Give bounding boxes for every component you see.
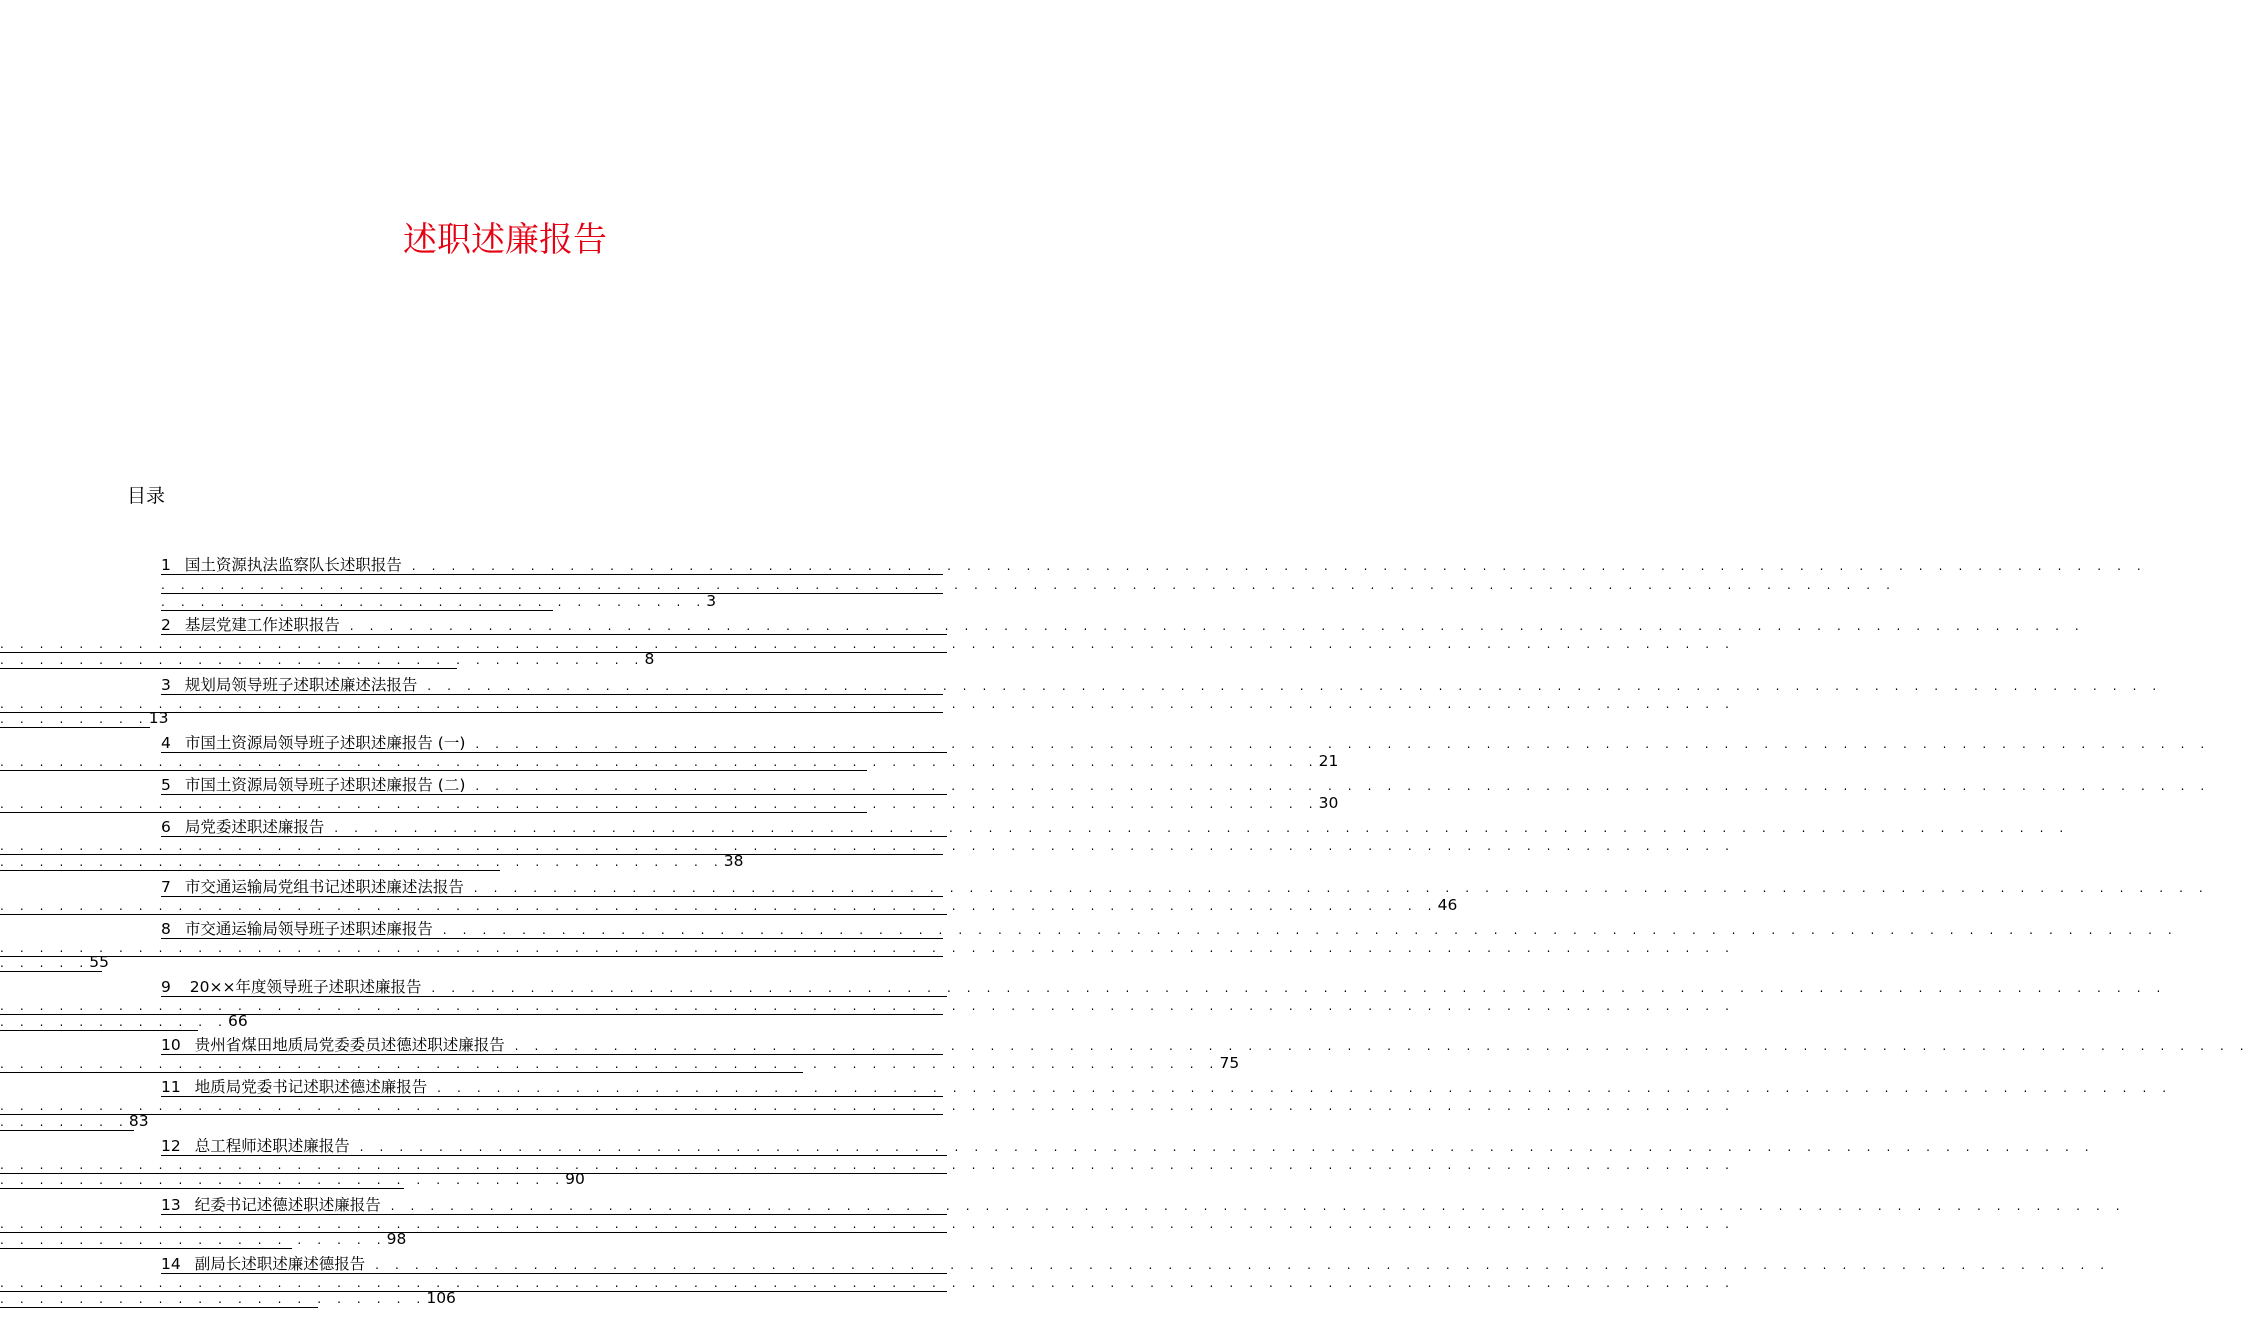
dot-leader: . . . . . . . — [0, 1115, 129, 1129]
dot-leader: . . . . . . . . . . . . . . . . . . . . . . . . . . . . . . . . . . . . . . . . . . . . . . . . . . . . . . . . . . . . . . . . . . . . . . . . . . . . . . . . . . . . . . . . — [421, 981, 2167, 995]
toc-entry-number: 6 — [161, 818, 171, 836]
toc-entry-title-line — [161, 978, 2167, 997]
toc-entry-text: 20××年度领导班子述职述廉报告 — [184, 978, 422, 996]
toc-entry-text: 总工程师述职述廉报告 — [194, 1137, 350, 1155]
dot-leader: . . . . . . . . . . . . . . . . . . . . . . . . . . . . . . . . . . . . . . . . . . . . . . . . . . . . . . . . . . . . . . . . . . . . . . . . . . . . . . . . . . . . . . . . — [349, 1140, 2095, 1154]
toc-entry-title-line — [161, 616, 2085, 635]
toc-entry-text: 地质局党委书记述职述德述廉报告 — [194, 1078, 428, 1096]
dot-leader: . . . . . . . . . . . . . . . . . . . . . . . . . . . . . . . . . . . . . . . . . . . . . . . . . . . . . . . . . . . . . . . . . . . . . . . . . . . . . . . . . . . . . . . . — [427, 1081, 2173, 1095]
dot-leader: . . . . . . . . . . . . . . . . . . . . . . . . . . . . . . . . . . . . . . . . . . . . . . . . . . . . . . . . . . . . . . — [0, 1057, 1220, 1071]
toc-entry-page-number: 90 — [565, 1170, 585, 1188]
dot-leader: . . . . . . . . . . . . . . . . . . . . . . . . . . . . . . . . . . . . . . . . . . . . . . . . . . . . . . . . . . . . . . . . . . . . . . . . . . . . . . . . . . . . . . . . — [0, 697, 1736, 711]
dot-leader: . . . . . . . . . . . . . . . . . . . . . . . . . . . . . . . . . — [0, 653, 645, 667]
toc-entry-title-line — [161, 1137, 2095, 1156]
dot-leader: . . . . . . . . . . . . . . . . . . . . . . . . . . . . . . . . . . . . . . . . . . . . . . . . . . . . . . . . . . . . . . . . . . . — [0, 755, 1319, 769]
toc-entry-number: 5 — [161, 776, 171, 794]
toc-entry-page-number: 21 — [1318, 752, 1339, 770]
toc-entry-page-line — [0, 650, 655, 669]
toc-entry-page-number: 106 — [426, 1289, 456, 1307]
toc-entry-number: 1 — [161, 556, 171, 574]
toc-entry-page-line — [0, 1289, 456, 1308]
dot-leader: . . . . . . . . . . . . . . . . . . . . . . . . . . . . . — [0, 1173, 566, 1187]
toc-entry-number: 7 — [161, 878, 171, 896]
toc-entry-page-number: 46 — [1437, 896, 1458, 914]
dot-leader: . . . . . . . . . . . . . . . . . . . . . . . . . . . . . . . . . . . . . . . . . . . . . . . . . . . . . . . . . . . . . . . . . . . . . . . . . . . . . . . . . . . . . . . . — [432, 923, 2178, 937]
toc-entry-page-line — [0, 953, 109, 972]
dot-leader: . . . . . . . . . . . . . . . . . . . . . . . . . . . . . . . . . . . . . . . . . . . . . . . . . . . . . . . . . . . . . . . . . . . — [0, 797, 1319, 811]
toc-entry-page-number: 13 — [148, 709, 169, 727]
dot-leader: . . . . . . . . . . . . . . . . . . . . . . . . . . . . . . . . . . . . . . . . . . . . . . . . . . . . . . . . . . . . . . . . . . . . . . . . . — [0, 899, 1438, 913]
toc-entry-title-line — [161, 556, 2147, 575]
toc-entry-page-line — [0, 794, 1339, 813]
toc-entry-page-line — [161, 592, 717, 611]
toc-entry-number: 12 — [161, 1137, 181, 1155]
toc-entry-page-number: 75 — [1219, 1054, 1240, 1072]
toc-entry-number: 9 — [161, 978, 171, 996]
dot-leader: . . . . . . . . . . . . . . . . . . . . . . . . . . . . . . . . . . . . . . . . . . . . . . . . . . . . . . . . . . . . . . . . . . . . . . . . . . . . . . . . . . . . . . . . — [339, 619, 2085, 633]
toc-entry-text: 市国土资源局领导班子述职述廉报告 (一) — [184, 734, 466, 752]
toc-entry-page-number: 38 — [723, 852, 744, 870]
toc-entry-page-line — [0, 896, 1458, 915]
dot-leader: . . . . . . . . . . . . . . . . . . . . . . . . . . . . . . . . . . . . . . . . . . . . . . . . . . . . . . . . . . . . . . . . . . . . . . . . . . . . . . . . . . . . . . . . — [465, 779, 2211, 793]
toc-entry-title-line — [161, 1036, 2250, 1055]
toc-entry-page-number: 98 — [386, 1230, 407, 1248]
toc-heading: 目录 — [127, 485, 166, 507]
toc-entry-title-line — [161, 776, 2211, 795]
dot-leader: . . . . . . . . . . . . . . . . . . . . . . . . . . . . . . . . . . . . . . . . . . . . . . . . . . . . . . . . . . . . . . . . . . . . . . . . . . . . . . . . . . . . . . . . — [417, 679, 2163, 693]
toc-entry-number: 3 — [161, 676, 171, 694]
dot-leader: . . . . . . . . . . . . . . . . . . . . . . . . . . . . . . . . . . . . . . . . . . . . . . . . . . . . . . . . . . . . . . . . . . . . . . . . . . . . . . . . . . . . . . . . — [161, 578, 1897, 592]
dot-leader: . . . . . . . . . . . . . . . . . . . . . . . . . . . . . . . . . . . . . — [0, 855, 724, 869]
toc-entry-title-line — [161, 878, 2209, 897]
toc-entry-number: 4 — [161, 734, 171, 752]
dot-leader: . . . . . . . . . . . . . . . . . . . . . . . . . . . . . . . . . . . . . . . . . . . . . . . . . . . . . . . . . . . . . . . . . . . . . . . . . . . . . . . . . . . . . . . . — [365, 1258, 2111, 1272]
toc-entry-page-number: 66 — [228, 1012, 248, 1030]
toc-entry-page-number: 3 — [706, 592, 717, 610]
toc-entry-page-line — [0, 852, 744, 871]
toc-entry-leader-line — [0, 938, 1736, 957]
dot-leader: . . . . . . . . . . . . . . . . . . . . . . . . . . . . — [161, 595, 707, 609]
dot-leader: . . . . . . . . . . . . . . . . . . . . . . . . . . . . . . . . . . . . . . . . . . . . . . . . . . . . . . . . . . . . . . . . . . . . . . . . . . . . . . . . . . . . . . . . — [463, 881, 2209, 895]
toc-entry-page-number: 55 — [89, 953, 109, 971]
dot-leader: . . . . . . . . . . . . . . . . . . . . . . . . . . . . . . . . . . . . . . . . . . . . . . . . . . . . . . . . . . . . . . . . . . . . . . . . . . . . . . . . . . . . . . . . — [380, 1199, 2126, 1213]
dot-leader: . . . . . . . . . . . . . . . . . . . . . . . . . . . . . . . . . . . . . . . . . . . . . . . . . . . . . . . . . . . . . . . . . . . . . . . . . . . . . . . . . . . . . . . . — [0, 637, 1736, 651]
toc-entry-text: 规划局领导班子述职述廉述法报告 — [184, 676, 418, 694]
toc-entry-page-number: 8 — [644, 650, 655, 668]
toc-entry-number: 2 — [161, 616, 171, 634]
dot-leader: . . . . . . . . . . . . . . . . . . . . . . . . . . . . . . . . . . . . . . . . . . . . . . . . . . . . . . . . . . . . . . . . . . . . . . . . . . . . . . . . . . . . . . . . — [0, 1276, 1736, 1290]
dot-leader: . . . . . . . . — [0, 712, 149, 726]
toc-entry-page-number: 83 — [128, 1112, 149, 1130]
dot-leader: . . . . . . . . . . . . . . . . . . . . . . . . . . . . . . . . . . . . . . . . . . . . . . . . . . . . . . . . . . . . . . . . . . . . . . . . . . . . . . . . . . . . . . . . — [0, 1158, 1736, 1172]
dot-leader: . . . . . . . . . . . . . . . . . . . . — [0, 1233, 387, 1247]
toc-entry-text: 国土资源执法监察队长述职报告 — [184, 556, 402, 574]
toc-entry-title-line — [161, 734, 2211, 753]
dot-leader: . . . . . . . . . . . . . . . . . . . . . . . . . . . . . . . . . . . . . . . . . . . . . . . . . . . . . . . . . . . . . . . . . . . . . . . . . . . . . . . . . . . . . . . . — [504, 1039, 2250, 1053]
toc-entry-page-line — [0, 752, 1339, 771]
dot-leader: . . . . . . . . . . . . . . . . . . . . . . . . . . . . . . . . . . . . . . . . . . . . . . . . . . . . . . . . . . . . . . . . . . . . . . . . . . . . . . . . . . . . . . . . — [0, 1217, 1736, 1231]
toc-entry-number: 11 — [161, 1078, 181, 1096]
dot-leader: . . . . . . . . . . . . — [0, 1015, 229, 1029]
toc-entry-text: 贵州省煤田地质局党委委员述德述职述廉报告 — [194, 1036, 505, 1054]
toc-entry-page-line — [0, 1230, 407, 1249]
dot-leader: . . . . . . . . . . . . . . . . . . . . . . . . . . . . . . . . . . . . . . . . . . . . . . . . . . . . . . . . . . . . . . . . . . . . . . . . . . . . . . . . . . . . . . . . — [0, 999, 1736, 1013]
toc-entry-text: 副局长述职述廉述德报告 — [194, 1255, 366, 1273]
toc-entry-page-line — [0, 709, 169, 728]
toc-entry-page-line — [0, 1012, 248, 1031]
toc-entry-page-line — [0, 1112, 149, 1131]
toc-entry-title-line — [161, 1255, 2111, 1274]
toc-entry-title-line — [161, 920, 2178, 939]
dot-leader: . . . . . . . . . . . . . . . . . . . . . . . . . . . . . . . . . . . . . . . . . . . . . . . . . . . . . . . . . . . . . . . . . . . . . . . . . . . . . . . . . . . . . . . . — [324, 821, 2070, 835]
dot-leader: . . . . . . . . . . . . . . . . . . . . . . . . . . . . . . . . . . . . . . . . . . . . . . . . . . . . . . . . . . . . . . . . . . . . . . . . . . . . . . . . . . . . . . . . — [0, 1099, 1736, 1113]
toc-entry-text: 市交通运输局党组书记述职述廉述法报告 — [184, 878, 464, 896]
toc-entry-title-line — [161, 676, 2163, 695]
dot-leader: . . . . . . . . . . . . . . . . . . . . . . — [0, 1292, 427, 1306]
toc-entry-text: 局党委述职述廉报告 — [184, 818, 325, 836]
toc-entry-page-line — [0, 1054, 1240, 1073]
toc-entry-number: 10 — [161, 1036, 181, 1054]
toc-entry-title-line — [161, 1078, 2173, 1097]
toc-entry-number: 8 — [161, 920, 171, 938]
dot-leader: . . . . . . . . . . . . . . . . . . . . . . . . . . . . . . . . . . . . . . . . . . . . . . . . . . . . . . . . . . . . . . . . . . . . . . . . . . . . . . . . . . . . . . . . — [0, 839, 1736, 853]
toc-entry-page-line — [0, 1170, 585, 1189]
dot-leader: . . . . . . . . . . . . . . . . . . . . . . . . . . . . . . . . . . . . . . . . . . . . . . . . . . . . . . . . . . . . . . . . . . . . . . . . . . . . . . . . . . . . . . . . — [0, 941, 1736, 955]
toc-entry-page-number: 30 — [1318, 794, 1339, 812]
toc-entry-text: 市交通运输局领导班子述职述廉报告 — [184, 920, 433, 938]
dot-leader: . . . . . . . . . . . . . . . . . . . . . . . . . . . . . . . . . . . . . . . . . . . . . . . . . . . . . . . . . . . . . . . . . . . . . . . . . . . . . . . . . . . . . . . . — [465, 737, 2211, 751]
toc-entry-text: 纪委书记述德述职述廉报告 — [194, 1196, 381, 1214]
toc-entry-title-line — [161, 818, 2070, 837]
toc-entry-text: 市国土资源局领导班子述职述廉报告 (二) — [184, 776, 466, 794]
toc-entry-text: 基层党建工作述职报告 — [184, 616, 340, 634]
toc-entry-title-line — [161, 1196, 2126, 1215]
toc-entry-number: 14 — [161, 1255, 181, 1273]
toc-entry-number: 13 — [161, 1196, 181, 1214]
dot-leader: . . . . . — [0, 956, 90, 970]
dot-leader: . . . . . . . . . . . . . . . . . . . . . . . . . . . . . . . . . . . . . . . . . . . . . . . . . . . . . . . . . . . . . . . . . . . . . . . . . . . . . . . . . . . . . . . . — [401, 559, 2147, 573]
document-title: 述职述廉报告 — [403, 220, 607, 260]
